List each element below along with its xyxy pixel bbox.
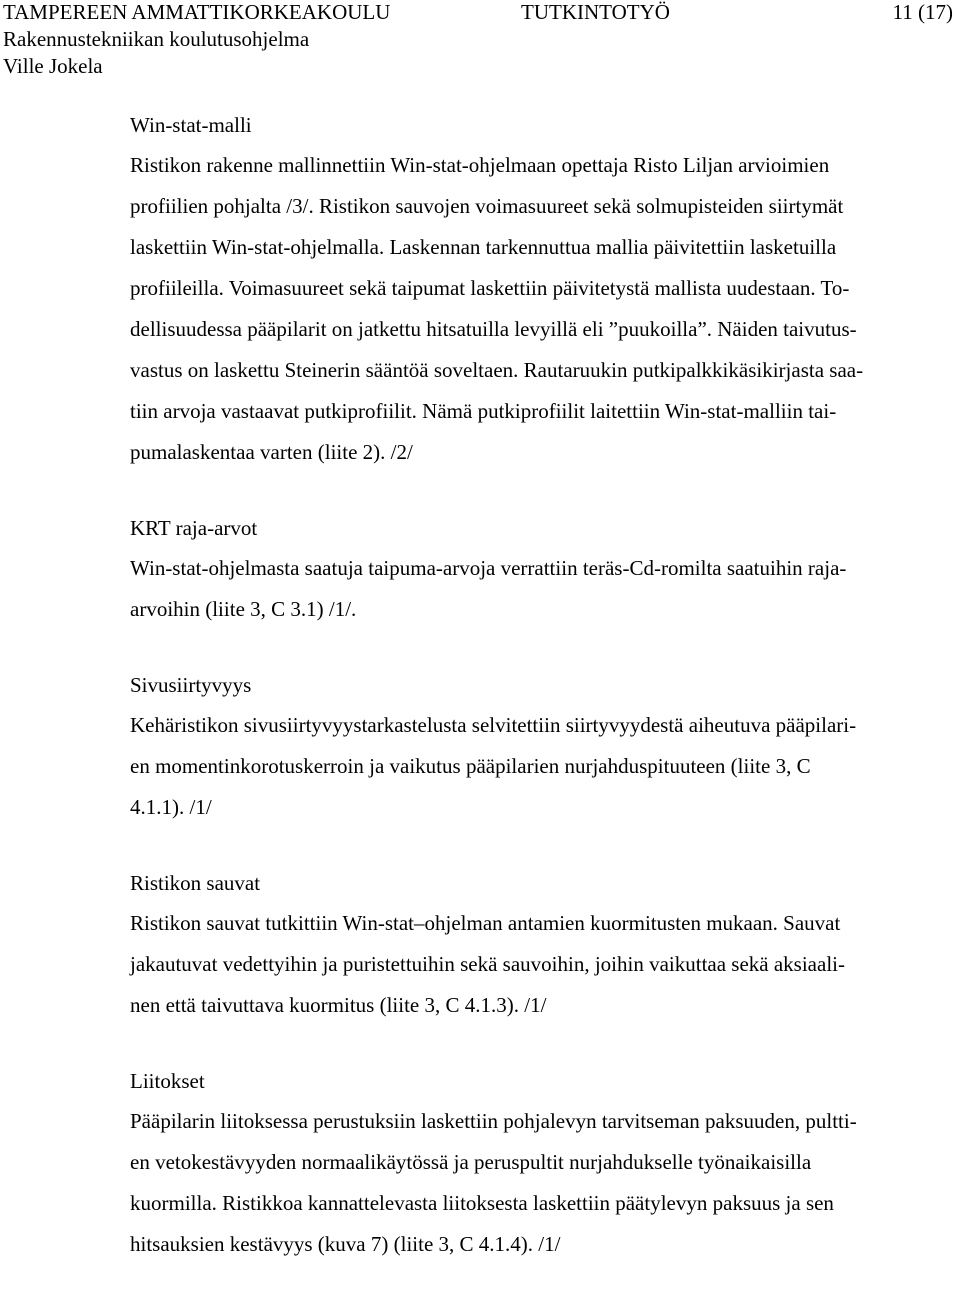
header-top-row — [3, 0, 953, 27]
section-paragraph — [130, 1101, 952, 1265]
paragraph-line: nen että taivuttava kuormitus (liite 3, C 4.1.3). /1/ — [130, 993, 547, 1017]
section-sivusiirtyvyys — [130, 665, 952, 828]
paragraph-line: hitsauksien kestävyys (kuva 7) (liite 3, C 4.1.4). /1/ — [130, 1232, 561, 1256]
header-programme: Rakennustekniikan koulutusohjelma — [3, 27, 310, 51]
section-paragraph — [130, 145, 952, 473]
header-doc-type: TUTKINTOTYÖ — [521, 0, 670, 24]
paragraph-line: Ristikon sauvat tutkittiin Win-stat–ohjelman antamien kuormitusten mukaan. Sauvat — [130, 911, 841, 935]
paragraph-line: pumalaskentaa varten (liite 2). /2/ — [130, 440, 413, 464]
paragraph-line: tiin arvoja vastaavat putkiprofiilit. Nämä putkiprofiilit laitettiin Win-stat-malliin tai- — [130, 399, 837, 423]
section-paragraph — [130, 548, 952, 630]
header-author: Ville Jokela — [3, 54, 103, 78]
section-liitokset — [130, 1061, 952, 1265]
section-ristikon-sauvat — [130, 863, 952, 1026]
paragraph-line: arvoihin (liite 3, C 3.1) /1/. — [130, 597, 357, 621]
section-paragraph — [130, 705, 952, 828]
section-win-stat-malli — [130, 105, 952, 473]
paragraph-line: Win-stat-ohjelmasta saatuja taipuma-arvoja verrattiin teräs-Cd-romilta saatuihin raja- — [130, 556, 847, 580]
section-krt-raja-arvot — [130, 508, 952, 630]
paragraph-line: dellisuudessa pääpilarit on jatkettu hitsatuilla levyillä eli ”puukoilla”. Näiden taivutus- — [130, 317, 857, 341]
section-heading: Liitokset — [130, 1069, 205, 1093]
paragraph-line: kuormilla. Ristikkoa kannattelevasta liitoksesta laskettiin päätylevyn paksuus ja sen — [130, 1191, 834, 1215]
header-institution: TAMPEREEN AMMATTIKORKEAKOULU — [3, 0, 391, 24]
paragraph-line: Pääpilarin liitoksessa perustuksiin laskettiin pohjalevyn tarvitseman paksuuden, pultti- — [130, 1109, 857, 1133]
page-header — [3, 0, 953, 81]
paragraph-line: jakautuvat vedettyihin ja puristettuihin sekä sauvoihin, joihin vaikuttaa sekä aksiaali- — [130, 952, 845, 976]
section-heading: KRT raja-arvot — [130, 516, 258, 540]
paragraph-line: Kehäristikon sivusiirtyvyystarkastelusta selvitettiin siirtyvyydestä aiheutuva pääpilari- — [130, 713, 857, 737]
document-body — [130, 105, 952, 1300]
section-heading: Ristikon sauvat — [130, 871, 261, 895]
section-heading: Sivusiirtyvyys — [130, 673, 252, 697]
paragraph-line: profiileilla. Voimasuureet sekä taipumat laskettiin päivitetystä mallista uudestaan. To- — [130, 276, 850, 300]
paragraph-line: vastus on laskettu Steinerin sääntöä soveltaen. Rautaruukin putkipalkkikäsikirjasta saa- — [130, 358, 864, 382]
paragraph-line: en momentinkorotuskerroin ja vaikutus pääpilarien nurjahduspituuteen (liite 3, C — [130, 754, 811, 778]
paragraph-line: 4.1.1). /1/ — [130, 795, 212, 819]
paragraph-line: en vetokestävyyden normaalikäytössä ja peruspultit nurjahdukselle työnaikaisilla — [130, 1150, 812, 1174]
header-page-number: 11 (17) — [892, 0, 953, 24]
section-heading: Win-stat-malli — [130, 113, 252, 137]
section-paragraph — [130, 903, 952, 1026]
paragraph-line: Ristikon rakenne mallinnettiin Win-stat-ohjelmaan opettaja Risto Liljan arvioimien — [130, 153, 830, 177]
paragraph-line: laskettiin Win-stat-ohjelmalla. Laskennan tarkennuttua mallia päivitettiin lasketuilla — [130, 235, 837, 259]
paragraph-line: profiilien pohjalta /3/. Ristikon sauvojen voimasuureet sekä solmupisteiden siirtymät — [130, 194, 844, 218]
